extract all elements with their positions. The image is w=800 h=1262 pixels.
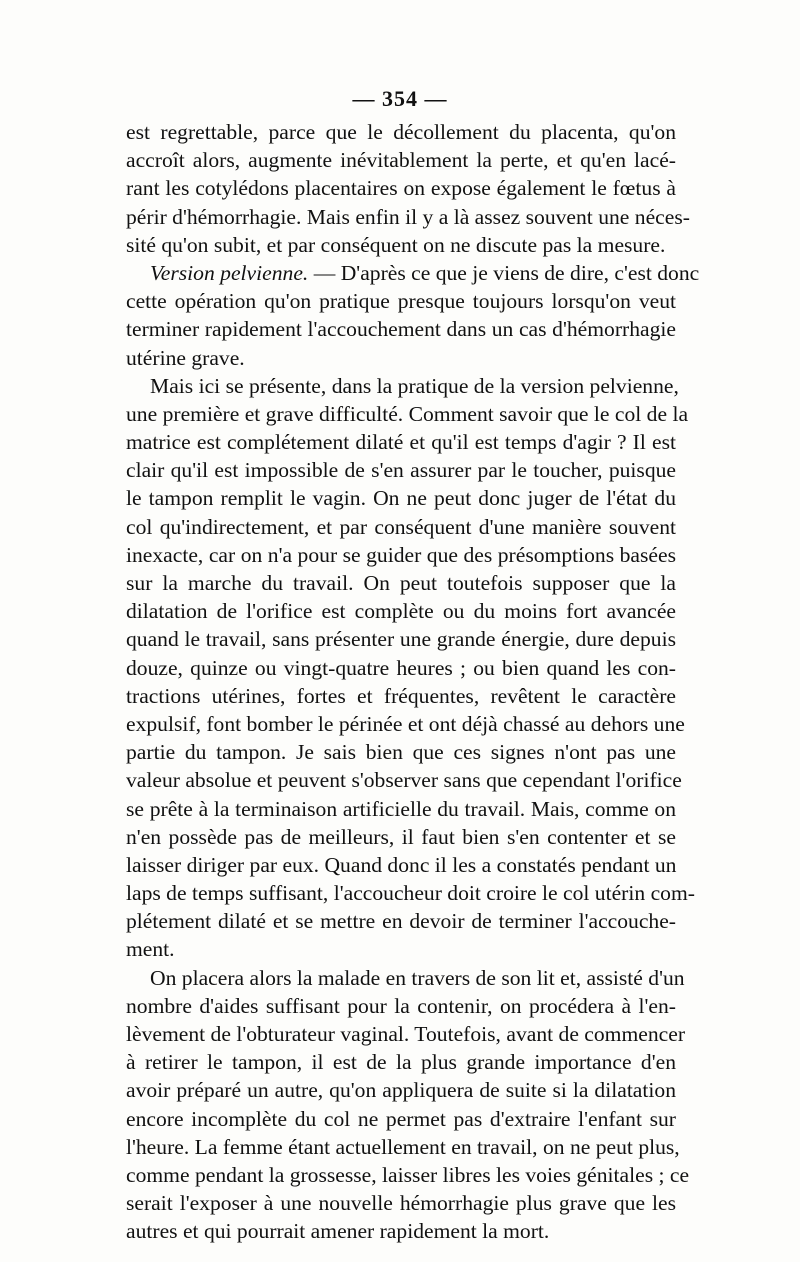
text-line <box>126 541 676 569</box>
line-text: expulsif, font bomber le périnée et ont déjà chassé au dehors une <box>126 711 685 736</box>
line-text: est regrettable, parce que le décollement du placenta, qu'on <box>126 120 676 144</box>
paragraph <box>126 964 690 1246</box>
text-line <box>126 710 685 738</box>
text-line <box>126 428 676 456</box>
text-line <box>126 1020 686 1048</box>
line-text: col qu'indirectement, et par conséquent d'une manière souvent <box>126 514 676 539</box>
paragraph <box>126 259 700 372</box>
text-line <box>126 682 676 710</box>
line-text: à retirer le tampon, il est de la plus grande importance d'en <box>126 1050 676 1075</box>
line-text: dilatation de l'orifice est complète ou du moins fort avancée <box>126 599 676 624</box>
text-line <box>126 372 679 400</box>
text-line <box>126 315 676 343</box>
text-line <box>126 203 690 231</box>
text-line <box>126 1048 676 1076</box>
line-text: autres et qui pourrait amener rapidement la mort. <box>126 1219 550 1244</box>
text-line <box>126 879 695 907</box>
text-line <box>126 1133 680 1161</box>
text-line <box>126 174 676 202</box>
line-text: — D'après ce que je viens de dire, c'est donc <box>308 260 700 285</box>
line-text: ment. <box>126 937 175 962</box>
line-text: serait l'exposer à une nouvelle hémorrhagie plus grave que les <box>126 1191 676 1216</box>
line-text: accroît alors, augmente inévitablement la perte, et qu'en lacé- <box>126 148 676 173</box>
line-text: sité qu'on subit, et par conséquent on ne discute pas la mesure. <box>126 232 666 257</box>
text-line <box>126 823 676 851</box>
text-line <box>126 1217 676 1245</box>
line-text: l'heure. La femme étant actuellement en travail, on ne peut plus, <box>126 1134 680 1159</box>
text-line <box>126 654 676 682</box>
line-text: partie du tampon. Je sais bien que ces signes n'ont pas une <box>126 740 676 765</box>
line-text: rant les cotylédons placentaires on expose également le fœtus à <box>126 176 676 201</box>
line-text: inexacte, car on n'a pour se guider que des présomptions basées <box>126 542 676 567</box>
text-line <box>126 992 676 1020</box>
text-line <box>126 287 676 315</box>
text-line <box>126 1105 676 1133</box>
text-line <box>126 1076 676 1104</box>
text-line <box>126 1189 676 1217</box>
line-text: clair qu'il est impossible de s'en assurer par le toucher, puisque <box>126 458 676 483</box>
text-line <box>126 118 676 146</box>
section-heading: Version pelvienne. <box>150 260 309 285</box>
text-line <box>126 231 676 259</box>
line-text: comme pendant la grossesse, laisser libres les voies génitales ; ce <box>126 1162 690 1187</box>
text-line <box>126 907 676 935</box>
line-text: le tampon remplit le vagin. On ne peut donc juger de l'état du <box>126 486 676 511</box>
text-line <box>126 1161 690 1189</box>
text-line <box>126 400 689 428</box>
line-text: quand le travail, sans présenter une grande énergie, dure depuis <box>126 627 676 652</box>
body-text <box>126 118 700 1246</box>
line-text: lèvement de l'obturateur vaginal. Toutefois, avant de commencer <box>126 1022 686 1046</box>
line-text: laisser diriger par eux. Quand donc il les a constatés pendant un <box>126 852 677 877</box>
line-text: se prête à la terminaison artificielle du travail. Mais, comme on <box>126 796 676 821</box>
paragraph <box>126 118 690 259</box>
line-text: nombre d'aides suffisant pour la contenir, on procédera à l'en- <box>126 993 676 1018</box>
text-line <box>126 484 676 512</box>
text-line <box>126 597 676 625</box>
text-line <box>126 146 676 174</box>
line-text: une première et grave difficulté. Comment savoir que le col de la <box>126 401 689 426</box>
text-line <box>126 456 676 484</box>
line-text: sur la marche du travail. On peut toutefois supposer que la <box>126 571 676 595</box>
line-text: valeur absolue et peuvent s'observer sans que cependant l'orifice <box>126 768 682 793</box>
line-text: avoir préparé un autre, qu'on appliquera de suite si la dilatation <box>126 1078 676 1103</box>
line-text: tractions utérines, fortes et fréquentes, revêtent le caractère <box>126 683 676 708</box>
text-line <box>126 795 676 823</box>
text-line <box>126 766 682 794</box>
line-text: Mais ici se présente, dans la pratique de la version pelvienne, <box>150 373 679 398</box>
text-line <box>126 569 676 597</box>
line-text: n'en possède pas de meilleurs, il faut bien s'en contenter et se <box>126 824 676 849</box>
line-text: plétement dilaté et se mettre en devoir de terminer l'accouche- <box>126 909 676 934</box>
line-text: terminer rapidement l'accouchement dans un cas d'hémorrhagie <box>126 317 676 342</box>
line-text: cette opération qu'on pratique presque toujours lorsqu'on veut <box>126 289 676 314</box>
line-text: laps de temps suffisant, l'accoucheur doit croire le col utérin com- <box>126 881 695 906</box>
text-line <box>126 344 676 372</box>
text-line <box>126 259 700 287</box>
text-line <box>126 935 676 963</box>
text-line <box>126 851 676 879</box>
text-line <box>126 513 676 541</box>
line-text: encore incomplète du col ne permet pas d'extraire l'enfant sur <box>126 1106 676 1131</box>
text-line <box>126 625 676 653</box>
page-number: — 354 — <box>352 86 448 111</box>
paragraph <box>126 372 695 964</box>
line-text: utérine grave. <box>126 345 245 370</box>
text-line <box>126 964 685 992</box>
text-line <box>126 738 676 766</box>
line-text: On placera alors la malade en travers de son lit et, assisté d'un <box>150 965 685 990</box>
line-text: douze, quinze ou vingt-quatre heures ; ou bien quand les con- <box>126 655 676 680</box>
line-text: périr d'hémorrhagie. Mais enfin il y a là assez souvent une néces- <box>126 204 690 229</box>
line-text: matrice est complétement dilaté et qu'il est temps d'agir ? Il est <box>126 430 676 455</box>
